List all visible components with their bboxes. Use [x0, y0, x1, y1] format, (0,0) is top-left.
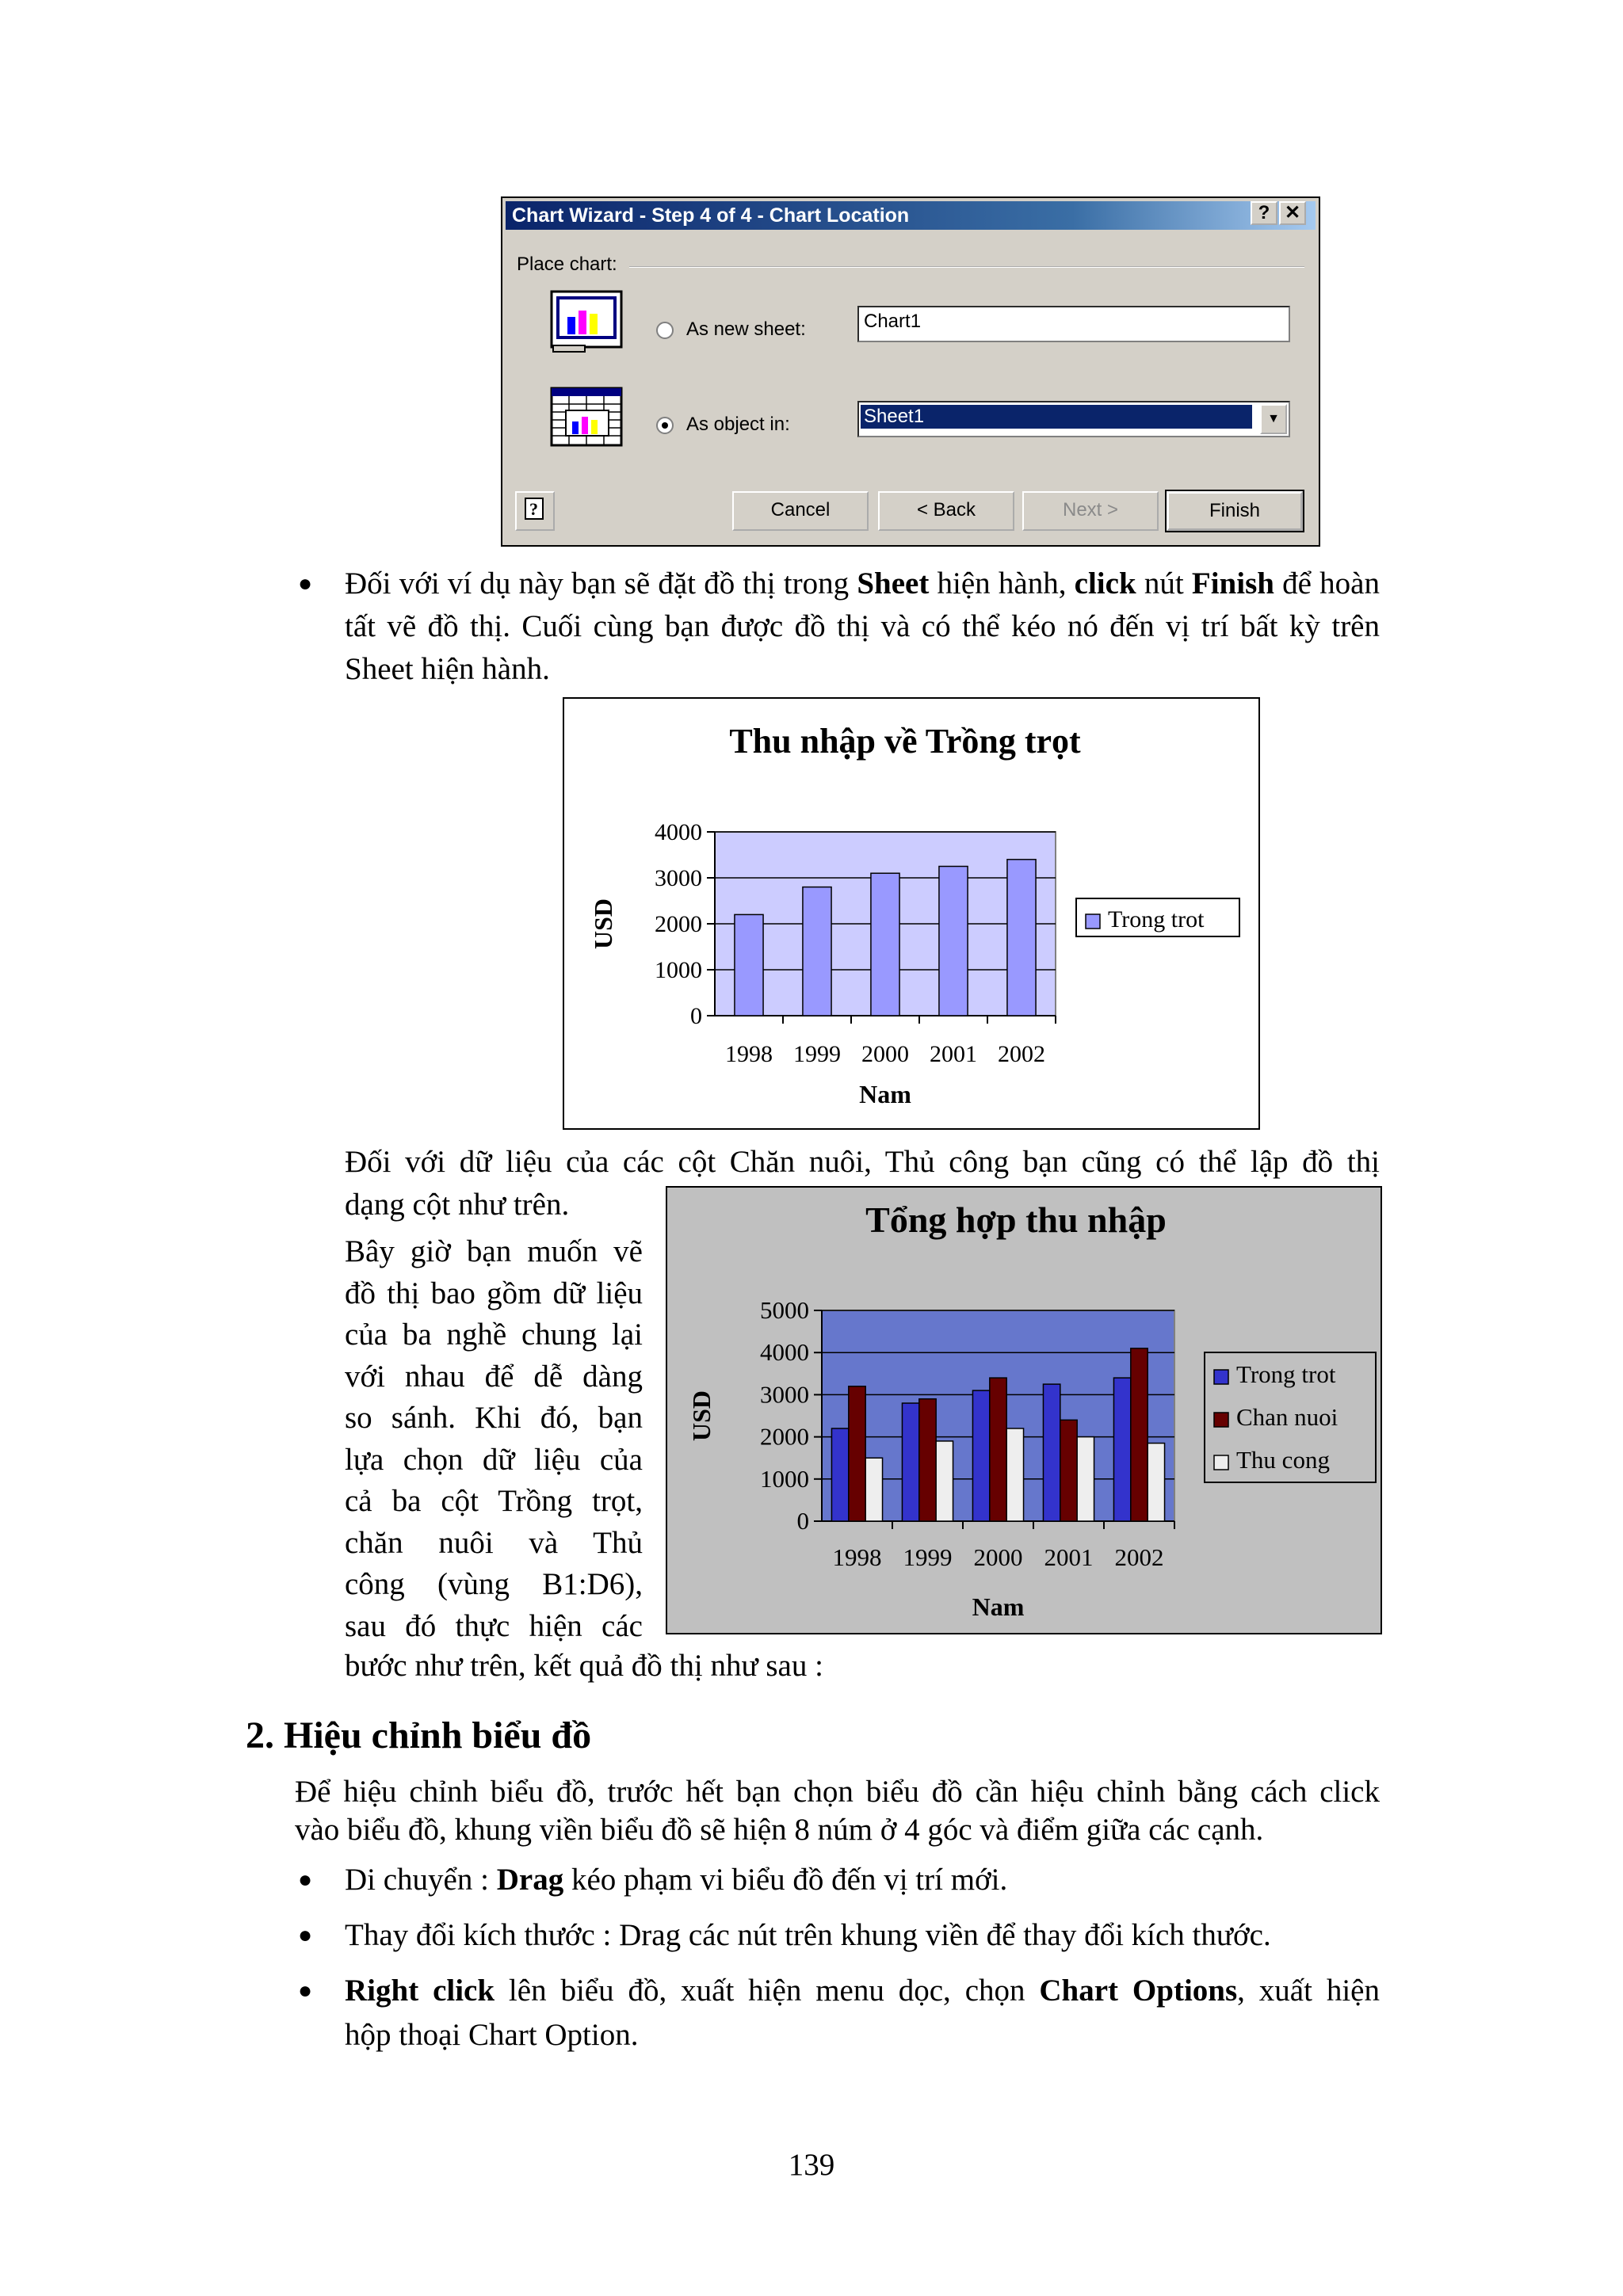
x-tick-label: 2000 [861, 1041, 909, 1067]
x-tick-label: 2002 [998, 1041, 1045, 1067]
y-tick-label: 5000 [760, 1296, 809, 1324]
chart-tong-hop-svg [667, 1188, 1381, 1633]
as-object-in-radio[interactable] [656, 417, 674, 434]
bar [1060, 1420, 1077, 1521]
y-axis-title: USD [687, 1390, 716, 1442]
legend-label: Chan nuoi [1236, 1403, 1338, 1431]
bold-text: Sheet [857, 566, 930, 601]
close-button[interactable]: ✕ [1279, 201, 1306, 225]
wrapped-line: Bây giờ bạn muốn vẽ [345, 1234, 643, 1268]
chart-trong-trot-svg [564, 699, 1258, 1128]
x-axis-title: Nam [972, 1592, 1025, 1621]
text: , xuất hiện [1237, 1974, 1380, 2008]
dialog-title: Chart Wizard - Step 4 of 4 - Chart Location [512, 204, 910, 227]
bold-text: Right click [345, 1974, 495, 2008]
new-sheet-chart-icon [550, 290, 623, 353]
para2-wrapped-text [345, 1231, 643, 1647]
help-question-icon [523, 497, 547, 524]
para2-line2: dạng cột như trên. [345, 1188, 570, 1222]
y-tick-label: 4000 [760, 1338, 809, 1367]
x-tick-label: 1998 [725, 1041, 773, 1067]
legend-swatch [1214, 1370, 1228, 1384]
legend-swatch [1214, 1413, 1228, 1427]
bar [831, 1428, 848, 1521]
x-tick-label: 2000 [973, 1543, 1023, 1571]
object-in-select[interactable] [857, 401, 1290, 437]
bullet-right-click-line2: hộp thoại Chart Option. [345, 2018, 639, 2052]
y-tick-label: 3000 [655, 865, 702, 891]
bar [902, 1403, 918, 1521]
svg-text:?: ? [529, 499, 538, 519]
as-new-sheet-label: As new sheet: [686, 318, 806, 340]
bar [1043, 1384, 1060, 1521]
x-tick-label: 1999 [793, 1041, 841, 1067]
chart-title: Thu nhập về Trồng trọt [729, 722, 1081, 761]
y-axis-title: USD [589, 898, 617, 950]
bullet-resize: Thay đổi kích thước : Drag các nút trên khung viền để thay đổi kích thước. [345, 1918, 1271, 1952]
wrapped-line: của ba nghề chung lại [345, 1318, 643, 1352]
cancel-button[interactable]: Cancel [732, 491, 869, 531]
text: Di chuyển : [345, 1863, 497, 1897]
bold-text: click [1074, 566, 1136, 601]
wrapped-line: đồ thị bao gồm dữ liệu [345, 1276, 643, 1310]
chart-title: Tổng hợp thu nhập [865, 1199, 1167, 1240]
paragraph-finish [345, 563, 1380, 691]
chart-trong-trot[interactable] [563, 697, 1260, 1130]
bar [990, 1378, 1006, 1521]
text: nút [1136, 566, 1192, 601]
bullet-marker: ● [298, 1867, 313, 1893]
wrapped-line: công (vùng B1:D6), [345, 1567, 643, 1601]
object-in-sheet-icon [550, 387, 623, 450]
bold-text: Drag [496, 1863, 564, 1897]
bar [849, 1386, 865, 1521]
y-tick-label: 1000 [760, 1464, 809, 1493]
legend-swatch [1086, 914, 1100, 929]
y-tick-label: 3000 [760, 1380, 809, 1409]
bar [1077, 1437, 1094, 1521]
dropdown-arrow-icon[interactable]: ▼ [1260, 404, 1287, 434]
as-new-sheet-radio[interactable] [656, 322, 674, 339]
text: hiện hành, [929, 566, 1075, 601]
chart-tong-hop[interactable] [666, 1186, 1382, 1634]
object-in-selected-value: Sheet1 [861, 405, 1252, 429]
para2-line1: Đối với dữ liệu của các cột Chăn nuôi, Thủ công bạn cũng có thể lập đồ thị [345, 1145, 1380, 1179]
finish-button[interactable]: Finish [1167, 491, 1303, 531]
help-title-button[interactable]: ? [1251, 201, 1277, 225]
dialog-title-bar [506, 201, 1316, 230]
y-tick-label: 2000 [655, 911, 702, 937]
bar [919, 1399, 936, 1521]
x-tick-label: 2001 [930, 1041, 977, 1067]
page-number: 139 [788, 2148, 835, 2182]
bullet-right-click [345, 1970, 1380, 2012]
x-tick-label: 1999 [903, 1543, 953, 1571]
legend-label: Thu cong [1236, 1446, 1330, 1474]
bar [865, 1458, 882, 1521]
bar [871, 873, 899, 1016]
bold-text: Finish [1191, 566, 1274, 601]
as-object-in-label: As object in: [686, 414, 790, 435]
place-chart-label: Place chart: [517, 254, 617, 275]
para3-line1: Để hiệu chỉnh biểu đồ, trước hết bạn chọn biểu đồ cần hiệu chỉnh bằng cách click [295, 1775, 1380, 1809]
back-button[interactable]: < Back [878, 491, 1014, 531]
bar [735, 914, 763, 1016]
bar [1148, 1444, 1164, 1521]
text: lên biểu đồ, xuất hiện menu dọc, chọn [495, 1974, 1040, 2008]
text: kéo phạm vi biểu đồ đến vị trí mới. [563, 1863, 1008, 1897]
chart-wizard-dialog [501, 196, 1320, 547]
wrapped-line: cả ba cột Trồng trọt, [345, 1484, 643, 1518]
x-axis-title: Nam [859, 1080, 911, 1108]
help-button[interactable] [515, 491, 555, 531]
wrapped-line: chăn nuôi và Thủ [345, 1525, 643, 1560]
bar [1113, 1378, 1130, 1521]
x-tick-label: 2001 [1044, 1543, 1094, 1571]
bar [936, 1441, 953, 1521]
x-tick-label: 2002 [1114, 1543, 1164, 1571]
wrapped-line: sau đó thực hiện các [345, 1608, 643, 1643]
y-tick-label: 0 [690, 1003, 702, 1029]
bullet-marker: ● [298, 1922, 313, 1948]
y-tick-label: 0 [796, 1507, 809, 1535]
next-button[interactable]: Next > [1022, 491, 1159, 531]
legend-label: Trong trot [1236, 1360, 1336, 1388]
bullet-marker: ● [298, 1978, 313, 2004]
text: Đối với ví dụ này bạn sẽ đặt đồ thị trong [345, 566, 857, 601]
bold-text: Chart Options [1039, 1974, 1238, 2008]
wrapped-line: với nhau để dễ dàng [345, 1359, 643, 1394]
new-sheet-name-input[interactable]: Chart1 [857, 306, 1290, 342]
bar [1007, 860, 1036, 1016]
separator [629, 266, 1304, 268]
bar [1006, 1428, 1023, 1521]
legend-swatch [1214, 1455, 1228, 1470]
x-tick-label: 1998 [832, 1543, 882, 1571]
bar [939, 867, 968, 1016]
wrapped-line: lựa chọn dữ liệu của [345, 1442, 643, 1477]
bar [972, 1390, 989, 1521]
text: để hoàn tất vẽ đồ thị. Cuối cùng bạn được đồ thị và có thể kéo nó đến vị trí bất kỳ trên Sheet hiện hành. [345, 566, 1380, 686]
y-tick-label: 1000 [655, 957, 702, 983]
para3-line2: vào biểu đồ, khung viền biểu đồ sẽ hiện 8 núm ở 4 góc và điểm giữa các cạnh. [295, 1813, 1264, 1847]
y-tick-label: 4000 [655, 819, 702, 845]
para2-last-line: bước như trên, kết quả đồ thị như sau : [345, 1649, 823, 1683]
legend-label: Trong trot [1108, 906, 1205, 933]
y-tick-label: 2000 [760, 1422, 809, 1451]
section-heading: 2. Hiệu chỉnh biểu đồ [246, 1714, 592, 1756]
bar [803, 887, 831, 1016]
wrapped-line: so sánh. Khi đó, bạn [345, 1401, 643, 1435]
bullet-marker: ● [298, 570, 313, 597]
bar [1131, 1348, 1148, 1521]
bullet-move [345, 1859, 1007, 1901]
